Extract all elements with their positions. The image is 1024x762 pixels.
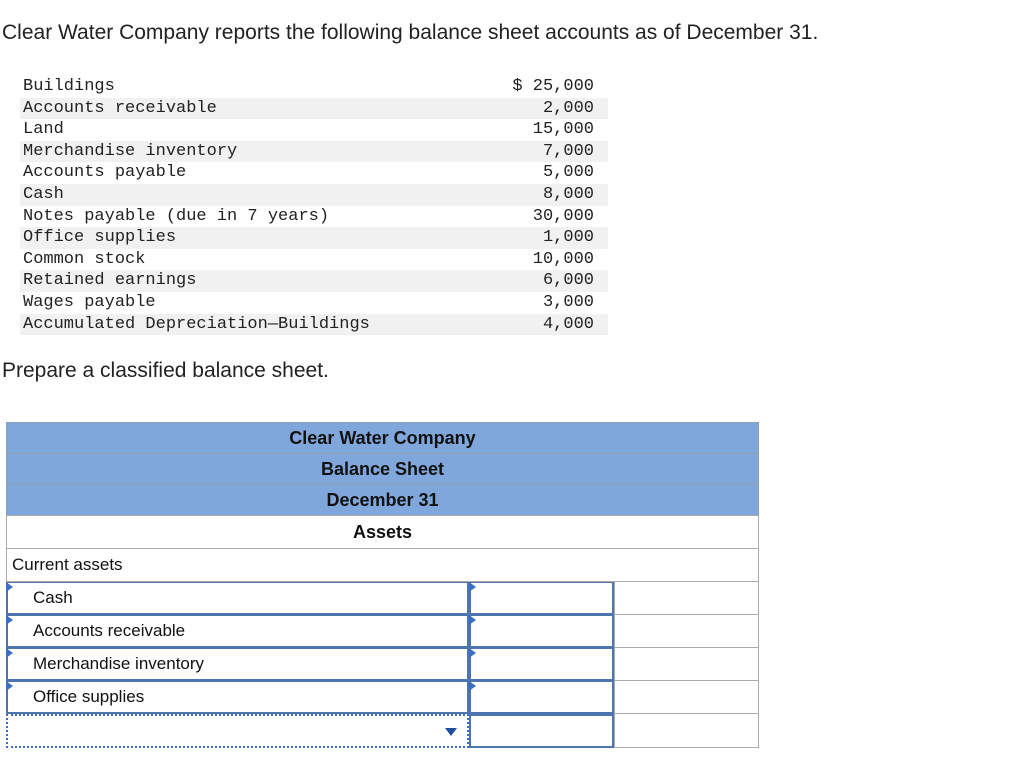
balance-sheet-form [6, 422, 759, 754]
account-name: Accumulated Depreciation—Buildings [23, 314, 370, 334]
line-account-input[interactable] [6, 681, 469, 714]
line-account-input[interactable] [6, 648, 469, 681]
account-amount: 10,000 [532, 249, 594, 269]
line-account-label: Accounts receivable [33, 621, 186, 640]
account-amount: 8,000 [542, 184, 594, 204]
account-dropdown-row [6, 714, 759, 754]
account-row [20, 184, 608, 206]
account-dropdown[interactable] [6, 714, 469, 748]
account-row [20, 76, 608, 98]
line-amount-input[interactable] [469, 615, 614, 648]
account-amount: 30,000 [532, 206, 594, 226]
amount-input[interactable] [469, 714, 614, 748]
input-marker-icon [6, 681, 13, 691]
line-total-cell [614, 648, 759, 681]
account-row [20, 141, 608, 163]
account-amount: 6,000 [542, 271, 594, 291]
account-name: Buildings [23, 77, 115, 96]
account-name: Office supplies [23, 228, 177, 248]
balance-sheet-line [6, 582, 759, 615]
account-row [20, 270, 608, 292]
line-amount-input[interactable] [469, 681, 614, 714]
account-name: Common stock [23, 249, 146, 269]
account-name: Wages payable [23, 292, 156, 312]
input-marker-icon [6, 648, 13, 658]
account-row [20, 227, 608, 249]
statement-title-header: Balance Sheet [6, 453, 759, 485]
account-row [20, 119, 608, 141]
account-name: Cash [23, 184, 64, 204]
account-row [20, 292, 608, 314]
line-account-label: Cash [33, 588, 73, 607]
account-amount: 7,000 [542, 141, 594, 161]
input-marker-icon [6, 582, 13, 592]
line-amount-input[interactable] [469, 648, 614, 681]
line-total-cell [614, 582, 759, 615]
account-row [20, 98, 608, 120]
current-assets-label: Current assets [6, 549, 759, 582]
line-total-cell [614, 681, 759, 714]
account-amount: 15,000 [532, 120, 594, 140]
account-row [20, 249, 608, 271]
input-marker-icon [6, 615, 13, 625]
total-cell [614, 714, 759, 748]
account-name: Accounts payable [23, 163, 187, 183]
company-name-header: Clear Water Company [6, 422, 759, 454]
account-amount: 5,000 [542, 163, 594, 183]
account-amount: 3,000 [542, 292, 594, 312]
account-name: Notes payable (due in 7 years) [23, 206, 330, 226]
account-name: Land [23, 120, 64, 140]
input-marker-icon [469, 681, 476, 691]
line-account-label: Office supplies [33, 687, 145, 706]
account-row [20, 206, 608, 228]
line-account-input[interactable] [6, 582, 469, 615]
balance-sheet-line [6, 615, 759, 648]
account-amount: $ 25,000 [512, 77, 594, 96]
line-amount-input[interactable] [469, 582, 614, 615]
statement-date-header: December 31 [6, 484, 759, 516]
input-marker-icon [469, 615, 476, 625]
account-amount: 1,000 [542, 228, 594, 248]
input-marker-icon [469, 582, 476, 592]
account-amount: 2,000 [542, 98, 594, 118]
accounts-table [20, 76, 608, 335]
problem-intro: Clear Water Company reports the following balance sheet accounts as of December 31. [2, 21, 819, 44]
line-account-input[interactable] [6, 615, 469, 648]
balance-sheet-line [6, 681, 759, 714]
balance-sheet-line [6, 648, 759, 681]
account-name: Merchandise inventory [23, 141, 238, 161]
account-row [20, 314, 608, 336]
problem-prompt: Prepare a classified balance sheet. [2, 359, 329, 382]
input-marker-icon [469, 648, 476, 658]
line-account-label: Merchandise inventory [33, 654, 205, 673]
assets-section-heading: Assets [6, 515, 759, 549]
account-amount: 4,000 [542, 314, 594, 334]
account-name: Retained earnings [23, 271, 197, 291]
dropdown-arrow-icon[interactable] [445, 728, 457, 736]
account-row [20, 162, 608, 184]
line-total-cell [614, 615, 759, 648]
account-name: Accounts receivable [23, 98, 217, 118]
